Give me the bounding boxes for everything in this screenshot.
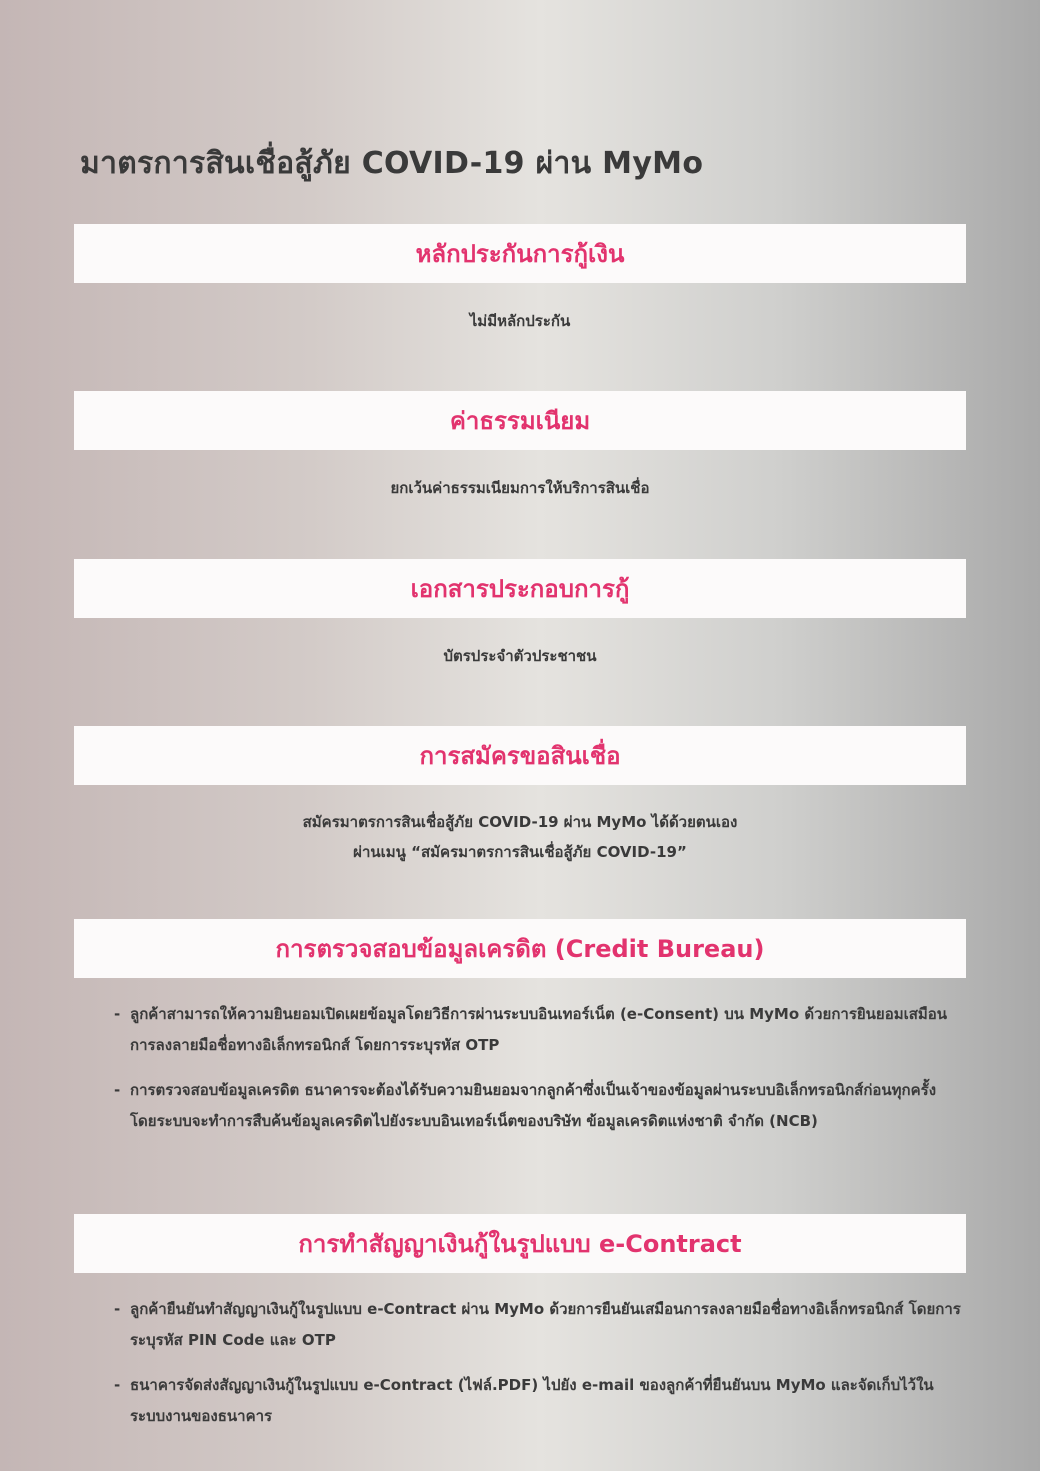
list-item [112, 1294, 962, 1356]
section-header-documents [74, 559, 966, 618]
list-item [112, 1370, 962, 1432]
application-line-1: สมัครมาตรการสินเชื่อสู้ภัย COVID-19 ผ่าน MyMo ได้ด้วยตนเอง [302, 813, 738, 831]
e-contract-list [112, 1294, 962, 1446]
section-header-credit-bureau [74, 919, 966, 978]
section-title-e-contract: การทำสัญญาเงินกู้ในรูปแบบ e-Contract [298, 1230, 742, 1258]
section-title-credit-bureau: การตรวจสอบข้อมูลเครดิต (Credit Bureau) [275, 935, 765, 963]
bullet-dash: - [114, 1081, 121, 1099]
bullet-dash: - [114, 1376, 121, 1394]
documents-text: บัตรประจำตัวประชาชน [443, 647, 597, 665]
section-header-application [74, 726, 966, 785]
collateral-text: ไม่มีหลักประกัน [469, 312, 571, 330]
list-item-text: ธนาคารจัดส่งสัญญาเงินกู้ในรูปแบบ e-Contract (ไฟล์.PDF) ไปยัง e-mail ของลูกค้าที่ยืนยันบน MyMo และจัดเก็บไว้ในระบบงานของธนาคาร [130, 1376, 934, 1425]
application-line-2: ผ่านเมนู “สมัครมาตรการสินเชื่อสู้ภัย COVID-19” [353, 843, 687, 861]
list-item [112, 999, 962, 1061]
section-header-collateral [74, 224, 966, 283]
section-title-fees: ค่าธรรมเนียม [449, 407, 591, 435]
list-item-text: ลูกค้าสามารถให้ความยินยอมเปิดเผยข้อมูลโดยวิธีการผ่านระบบอินเทอร์เน็ต (e-Consent) บน MyMo ด้วยการยินยอมเสมือนการลงลายมือชื่อทางอิเล็กทรอนิกส์ โดยการระบุรหัส OTP [130, 1005, 948, 1054]
section-header-fees [74, 391, 966, 450]
list-item-text: ลูกค้ายืนยันทำสัญญาเงินกู้ในรูปแบบ e-Contract ผ่าน MyMo ด้วยการยืนยันเสมือนการลงลายมือชื่อทางอิเล็กทรอนิกส์ โดยการระบุรหัส PIN Code และ OTP [130, 1300, 961, 1349]
bullet-dash: - [114, 1005, 121, 1023]
section-title-application: การสมัครขอสินเชื่อ [419, 742, 621, 770]
list-item-text: การตรวจสอบข้อมูลเครดิต ธนาคารจะต้องได้รับความยินยอมจากลูกค้าซึ่งเป็นเจ้าของข้อมูลผ่านระบบอิเล็กทรอนิกส์ก่อนทุกครั้ง โดยระบบจะทำการสืบค้นข้อมูลเครดิตไปยังระบบอินเทอร์เน็ตของบริษัท ข้อมูลเครดิตแห่งชาติ จำกัด (NCB) [130, 1081, 937, 1130]
section-header-e-contract [74, 1214, 966, 1273]
page-title: มาตรการสินเชื่อสู้ภัย COVID-19 ผ่าน MyMo [80, 146, 704, 181]
section-title-documents: เอกสารประกอบการกู้ [410, 575, 630, 603]
application-text [74, 807, 966, 867]
list-item [112, 1075, 962, 1137]
bullet-dash: - [114, 1300, 121, 1318]
section-title-collateral: หลักประกันการกู้เงิน [415, 240, 625, 268]
credit-bureau-list [112, 999, 962, 1151]
fees-text: ยกเว้นค่าธรรมเนียมการให้บริการสินเชื่อ [390, 479, 650, 497]
